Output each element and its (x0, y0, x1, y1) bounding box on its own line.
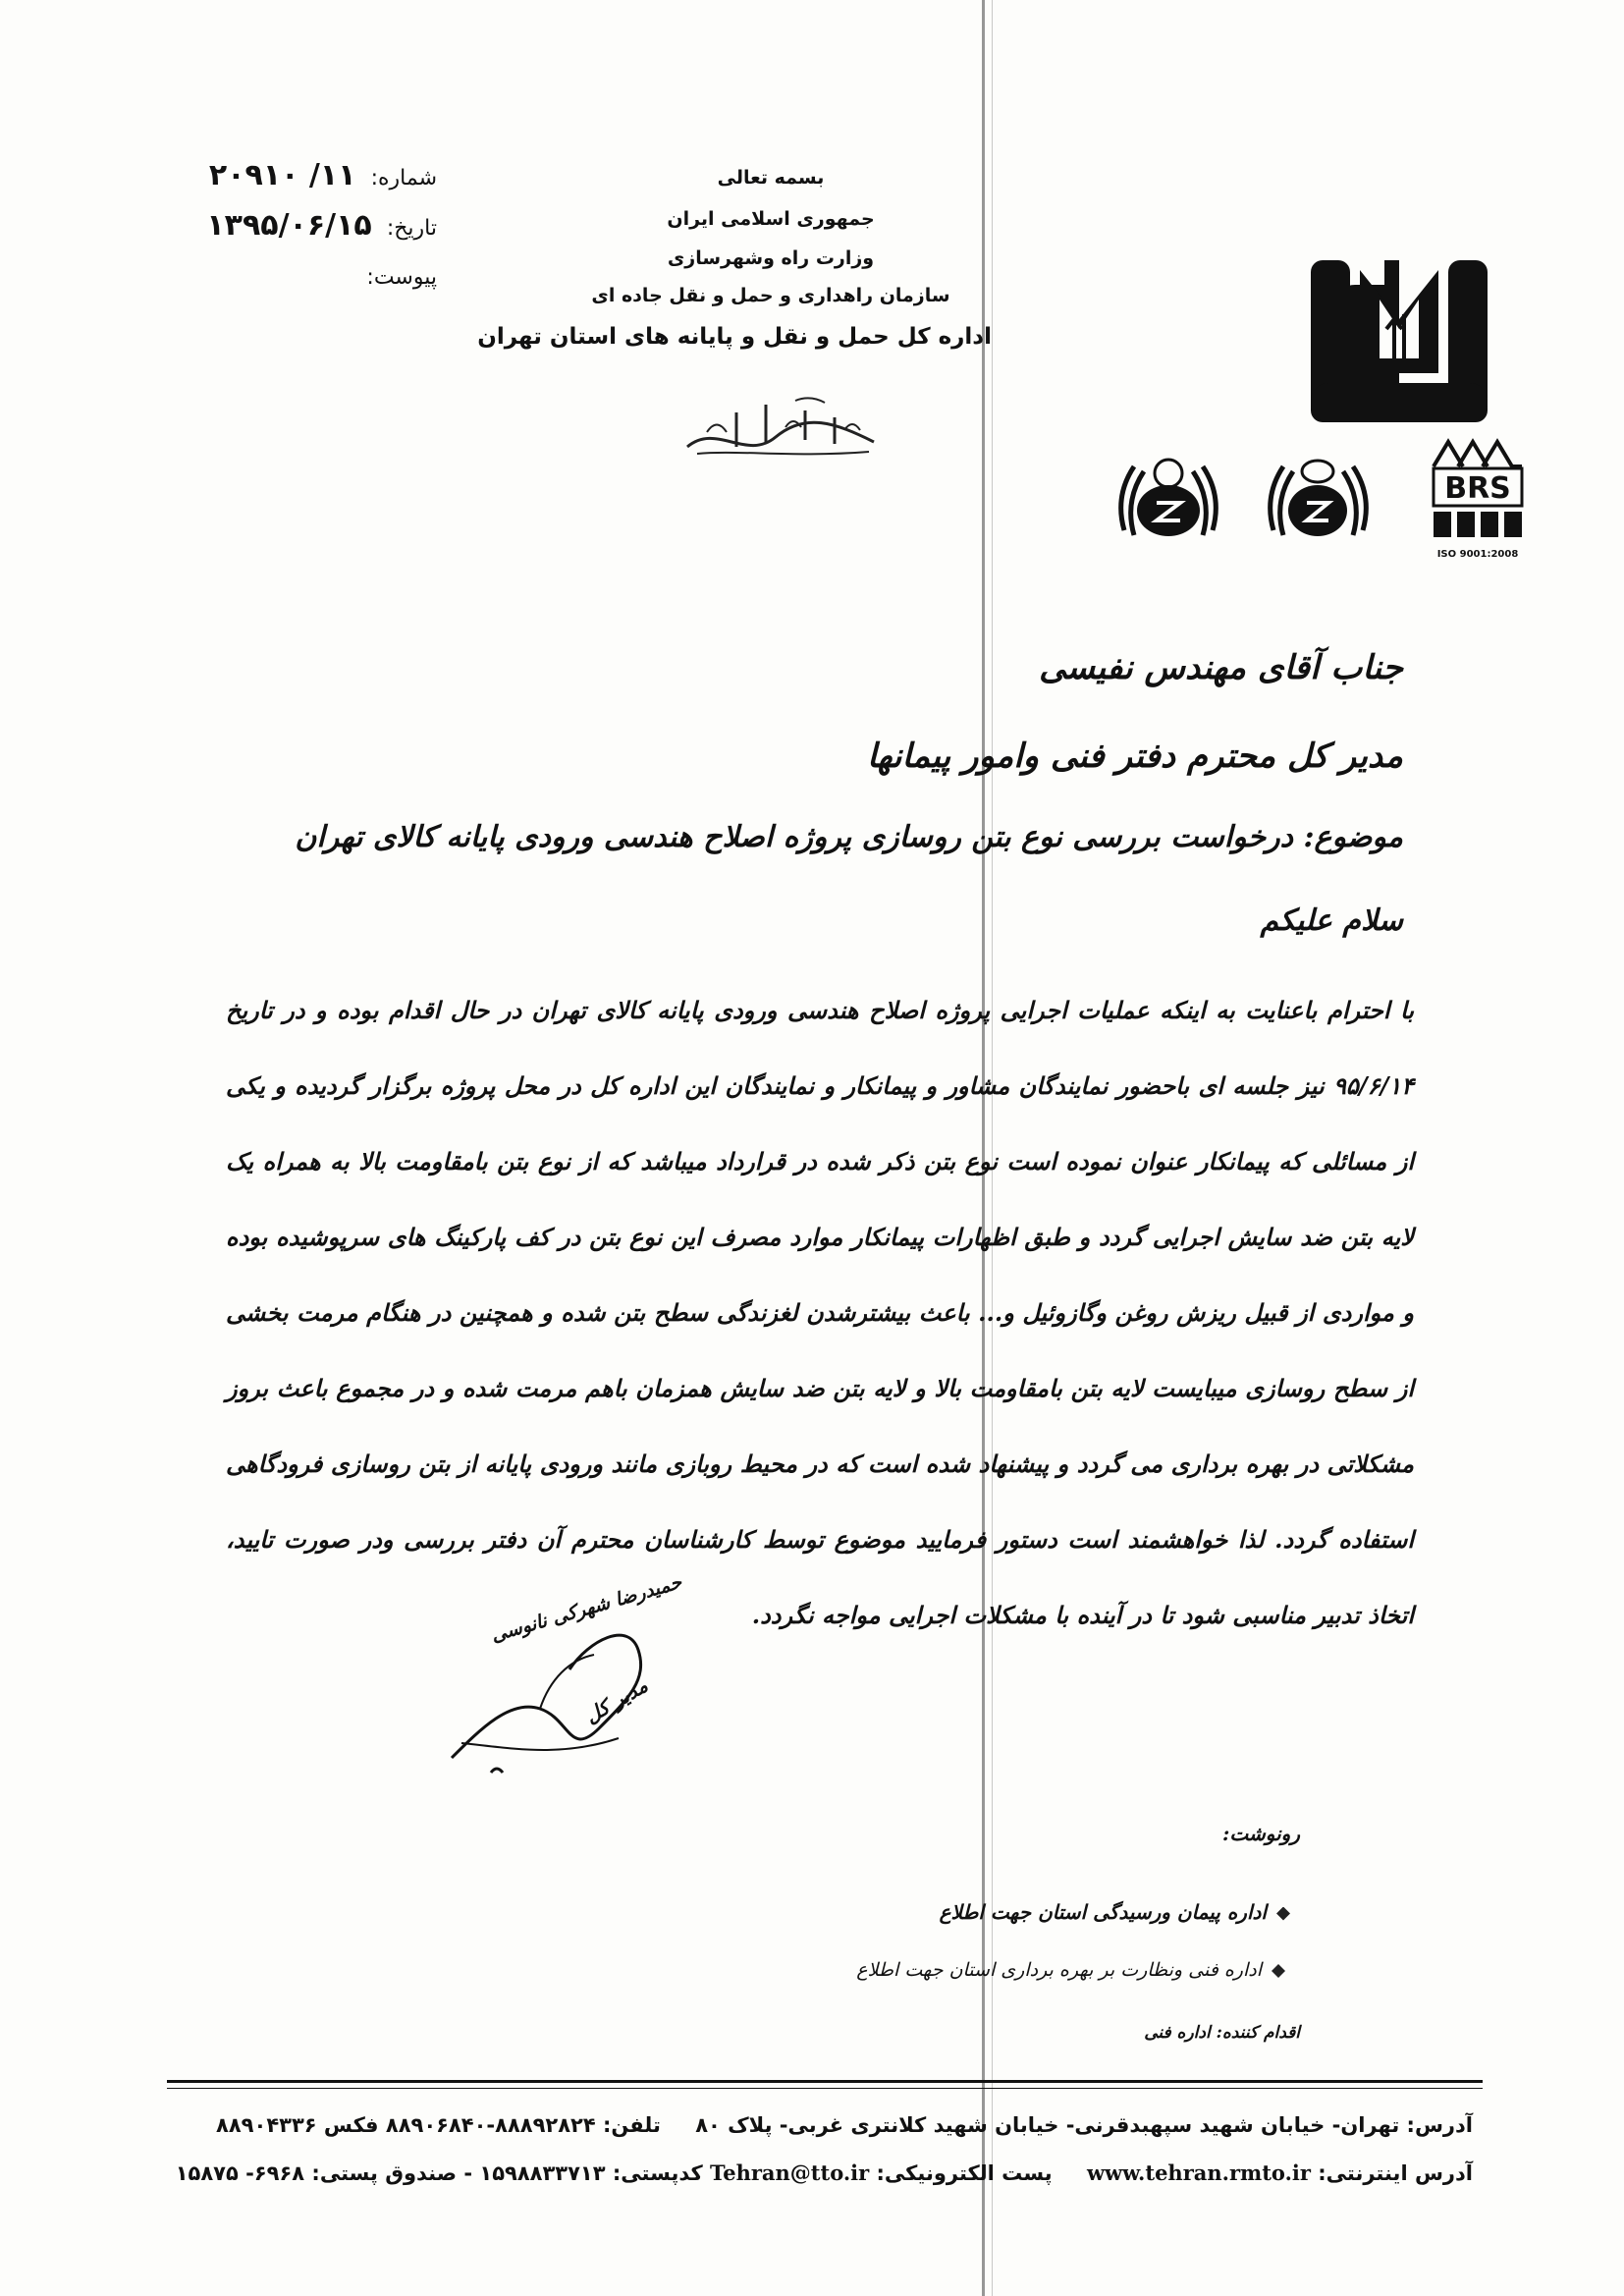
letterhead (477, 167, 992, 350)
cc-item-1 (940, 1900, 1290, 1924)
letter-greeting: سلام علیکم (1260, 903, 1403, 938)
footer-website-link[interactable]: www.tehran.rmto.ir (1086, 2160, 1311, 2185)
footer-po-box: - صندوق پستی: ۶۹۶۸- ۱۵۸۷۵ (175, 2161, 473, 2185)
letter-date-label: تاریخ: (386, 216, 437, 241)
addressee-title: مدیر کل محترم دفتر فنی وامور پیمانها (866, 737, 1403, 776)
footer-fax: فکس ۸۸۹۰۴۳۳۶ (216, 2113, 379, 2137)
svs-certificate-badge-icon (1110, 442, 1227, 555)
cc-bullet-icon (1276, 1907, 1290, 1921)
letter-attachment-row (201, 252, 437, 301)
cc-item-2-text: اداره فنی ونظارت بر بهره برداری استان جهت اطلاع (856, 1959, 1262, 1981)
letter-meta (201, 152, 437, 301)
footer-email-link[interactable]: Tehran@tto.ir (710, 2160, 870, 2185)
footer-contact-line-2 (175, 2160, 1473, 2185)
brs-badge-label: BRS (1444, 471, 1511, 506)
footer-phone: تلفن: ۸۸۸۹۲۸۲۴-۸۸۹۰۶۸۴۰ (385, 2113, 661, 2137)
footer-web-label: آدرس اینترنتی: (1318, 2161, 1473, 2185)
letterhead-line-1: بسمه تعالی (717, 167, 825, 189)
signatory-title: مدیر کل (580, 1673, 652, 1728)
letter-date-value: ۱۳۹۵/۰۶/۱۵ (206, 208, 372, 243)
footer-address: آدرس: تهران- خیابان شهید سپهبدقرنی- خیابان شهید کلانتری غربی- پلاک ۸۰ (695, 2113, 1473, 2137)
letter-attachment-label: پیوست: (366, 265, 437, 290)
cc-item-2 (856, 1959, 1285, 1981)
iso-standard-label: ISO 9001:2008 (1436, 549, 1519, 560)
letterhead-line-2: جمهوری اسلامی ایران (667, 208, 875, 230)
letter-date-row (201, 202, 437, 252)
motto-calligraphy-icon (677, 393, 884, 471)
brs-certificate-badge (1429, 437, 1527, 565)
letter-number-row (201, 152, 437, 202)
letter-number-value: ۱۱/ ۲۰۹۱۰ (208, 158, 356, 192)
cc-bullet-icon (1272, 1964, 1285, 1978)
letter-body-paragraph: با احترام باعنایت به اینکه عملیات اجرایی پروژه اصلاح هندسی ورودی پایانه کالای تهران در حال اقدام بوده و در تاریخ ۹۵/۶/۱۴ نیز جلسه ای باحضور نمایندگان مشاور و پیمانکار و نمایندگان این اداره کل در محل پروژه برگزار گردیده و یکی از مسائلی که پیمانکار عنوان نموده است نوع بتن ذکر شده در قرارداد میباشد که از نوع بتن بامقاومت بالا به همراه یک لایه بتن ضد سایش اجرایی گردد و طبق اظهارات پیمانکار موارد مصرف این نوع بتن در کف پارکینگ های سرپوشیده بوده و مواردی از قبیل ریزش روغن وگازوئیل و... باعث بیشترشدن لغزندگی سطح بتن شده و همچنین در هنگام مرمت بخشی از سطح روسازی میبایست لایه بتن بامقاومت بالا و لایه بتن ضد سایش همزمان باهم مرمت شده و در مجموع باعث بروز مشکلاتی در بهره برداری می گردد و پیشنهاد شده است که در محیط روبازی مانند ورودی پایانه از بتن روسازی فرودگاهی استفاده گردد. لذا خواهشمند است دستور فرمایید موضوع توسط کارشناسان محترم آن دفتر بررسی ودر صورت تایید، اتخاذ تدبیر مناسبی شود تا در آینده با مشکلات اجرایی مواجه نگردد. (226, 996, 1415, 1629)
action-by-note: اقدام کننده: اداره فنی (1144, 2023, 1300, 2043)
footer-rule-thick (167, 2080, 1483, 2083)
addressee-name: جناب آقای مهندس نفیسی (1039, 648, 1403, 687)
letterhead-line-3: وزارت راه وشهرسازی (667, 247, 875, 269)
letter-number-label: شماره: (370, 166, 437, 191)
iso-certificate-badge-icon (1262, 442, 1375, 555)
cc-heading: رونوشت: (1222, 1822, 1300, 1845)
letterhead-line-4: سازمان راهداری و حمل و نقل جاده ای (591, 285, 950, 306)
cc-item-1-text: اداره پیمان ورسیدگی استان جهت اطلاع (939, 1900, 1267, 1924)
footer-postal-code: کدپستی: ۱۵۹۸۸۳۳۷۱۳ (479, 2161, 703, 2185)
letter-subject: موضوع: درخواست بررسی نوع بتن روسازی پروژه اصلاح هندسی ورودی پایانه کالای تهران (295, 820, 1403, 854)
signatory-name: حمیدرضا شهرکی نانوسی (488, 1571, 684, 1647)
footer-rule-thin (167, 2088, 1483, 2089)
footer-contact-line-1 (196, 2113, 1473, 2137)
letterhead-line-5: اداره کل حمل و نقل و پایانه های استان تهران (477, 324, 992, 350)
organization-logo-icon (1306, 260, 1492, 422)
footer-email-label: پست الکترونیکی: (876, 2161, 1053, 2185)
